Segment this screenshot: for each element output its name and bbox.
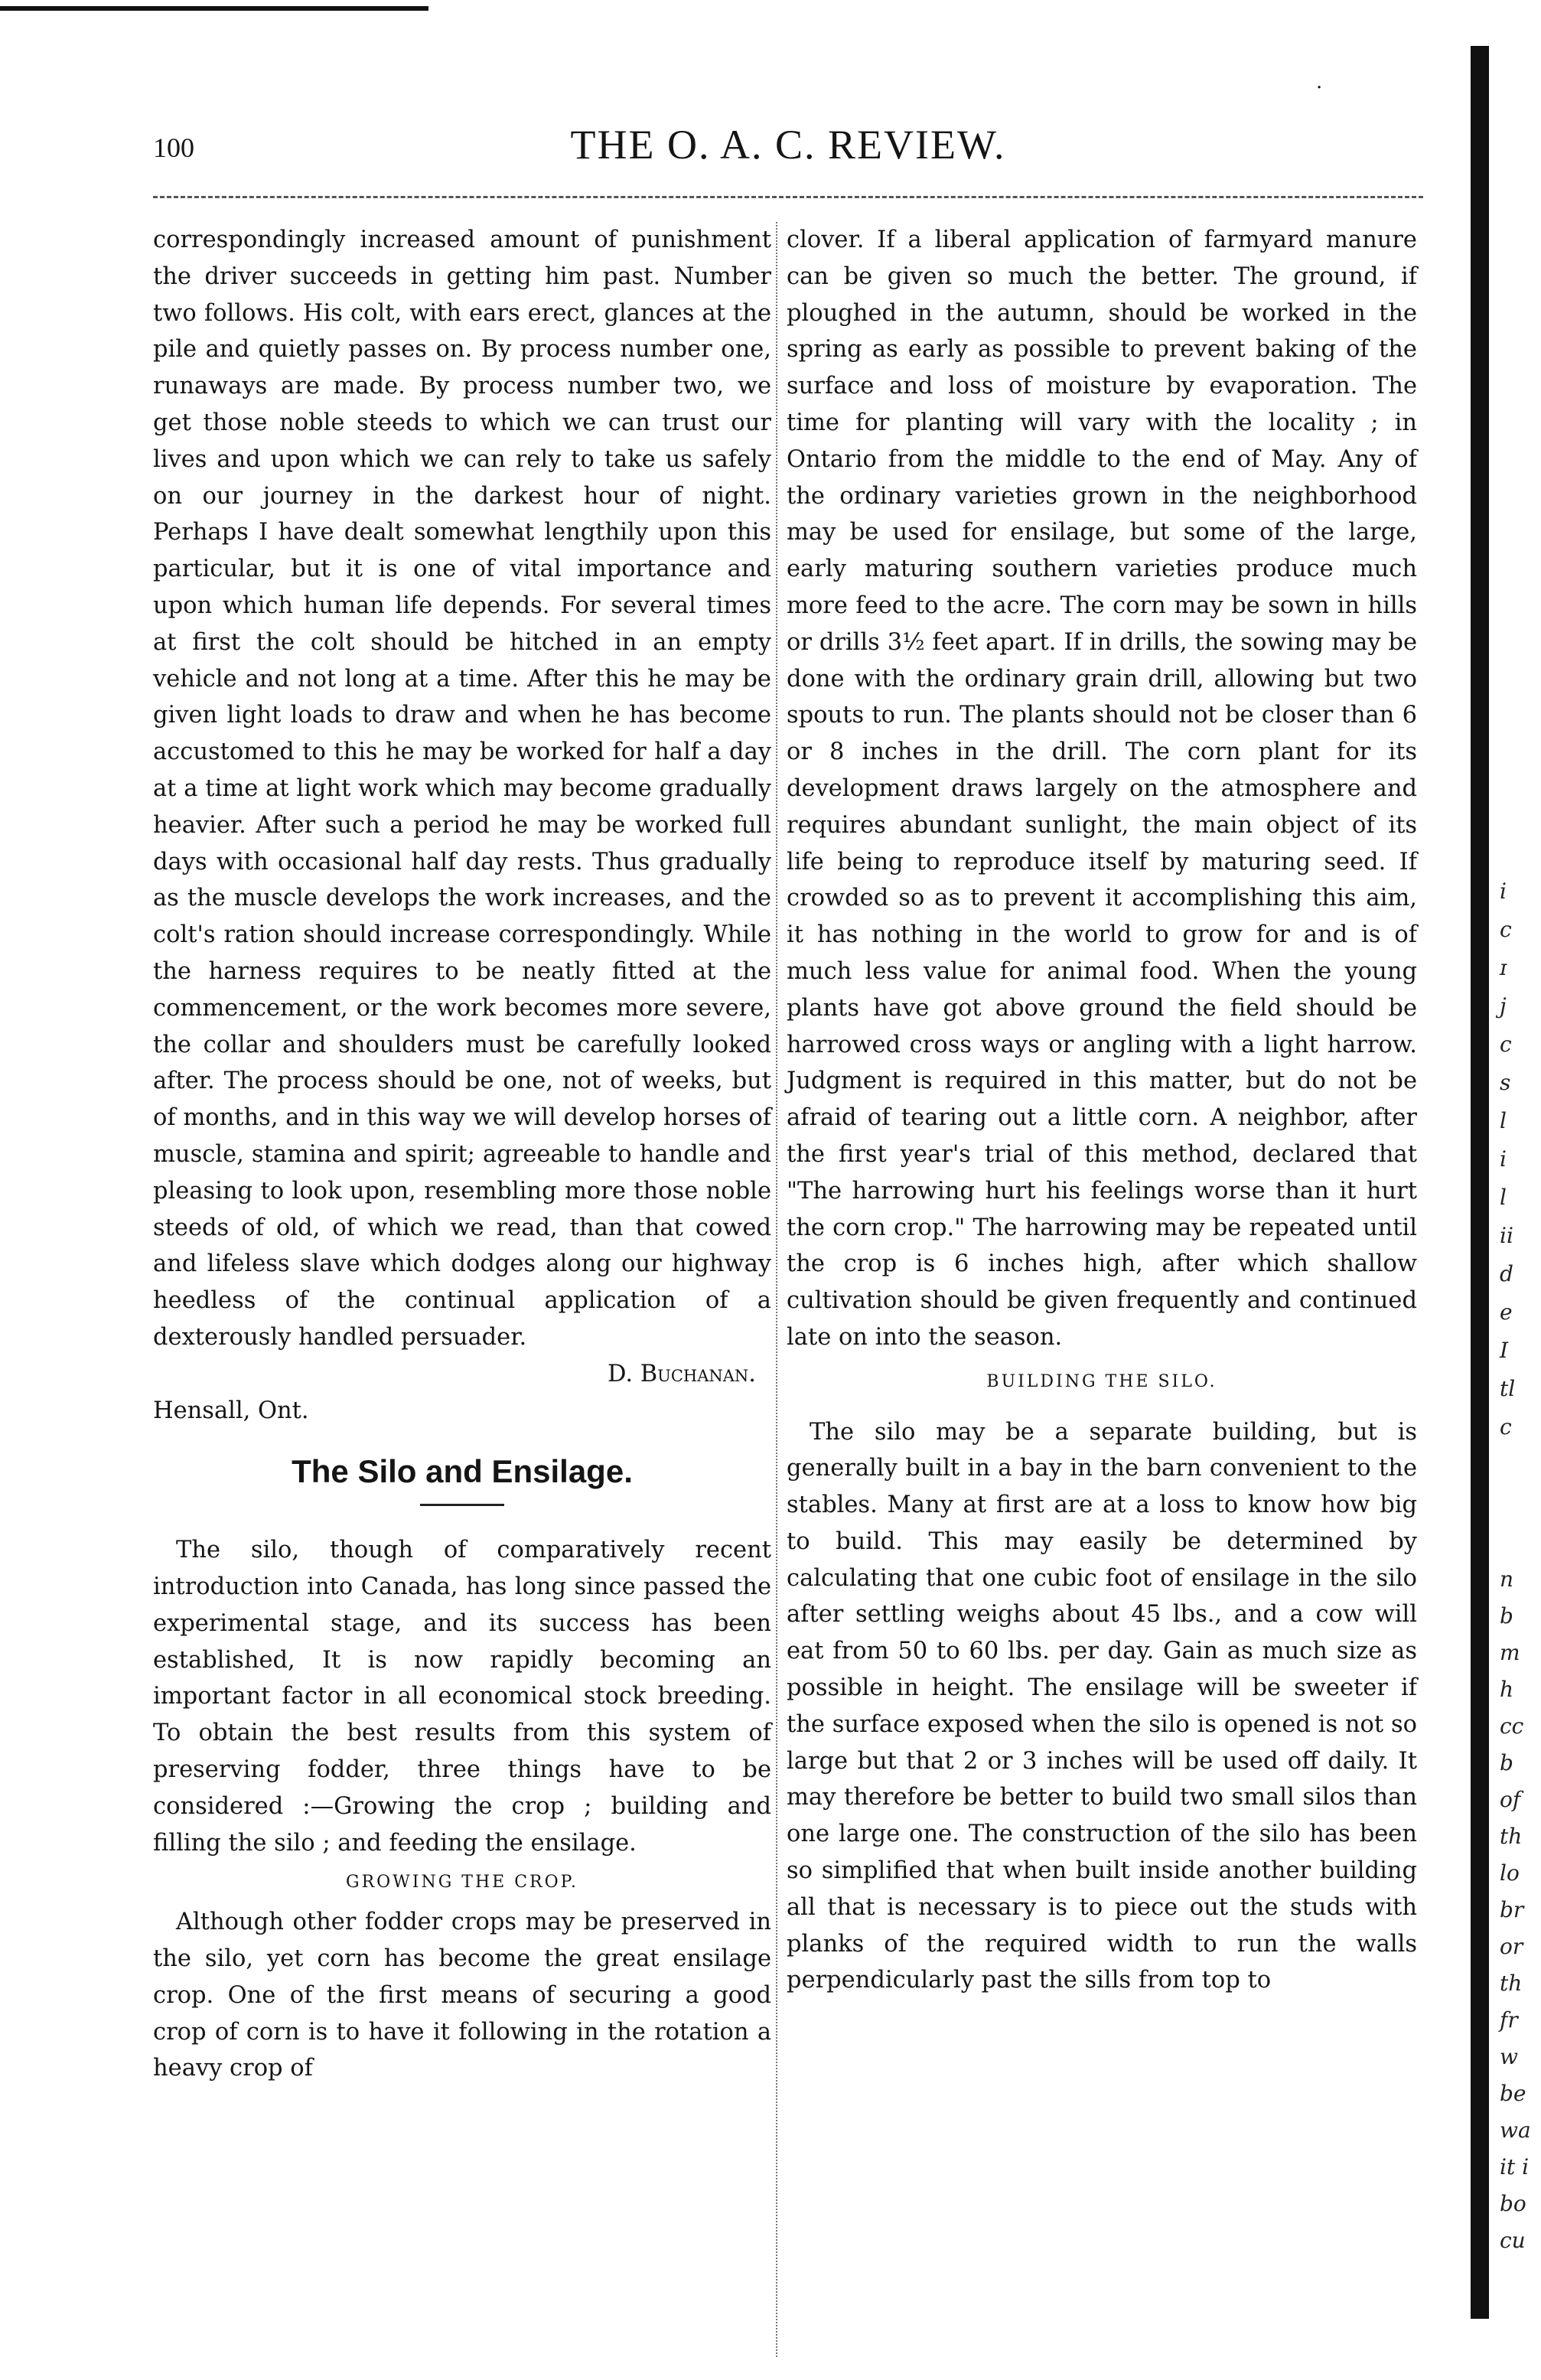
margin-fragment: it i bbox=[1500, 2154, 1530, 2179]
margin-fragment: w bbox=[1500, 2044, 1518, 2069]
column-divider bbox=[776, 222, 777, 2357]
margin-fragment: lo bbox=[1500, 1860, 1520, 1886]
margin-fragment: s bbox=[1500, 1070, 1511, 1095]
margin-fragment: or bbox=[1500, 1934, 1523, 1959]
margin-fragment: cu bbox=[1500, 2228, 1526, 2253]
margin-fragment: of bbox=[1500, 1787, 1521, 1812]
margin-fragment: l bbox=[1500, 1185, 1507, 1210]
title-rule bbox=[420, 1504, 504, 1506]
building-text: The silo may be a separate building, but is generally built in a bay in the barn convenient to the stables. Many at first are at a loss to know how big to build. This may easily be determined by calculating that one cubic foot of ensilage in the silo after settling weighs about 45 lbs., and a cow will eat from 50 to 60 lbs. per day. Gain as much size as possible in height. The ensilage will be sweeter if the surface exposed when the silo is opened is not so large but that 2 or 3 inches will be used off daily. It may therefore be better to build two small silos than one large one. The construction of the silo has been so simplified that when built inside another building all that is necessary is to piece out the studs with planks of the required width to run the walls perpendicularly past the sills from top to bbox=[787, 1418, 1417, 1994]
margin-fragment: br bbox=[1500, 1897, 1524, 1922]
header-rule bbox=[153, 196, 1423, 198]
page-number: 100 bbox=[153, 132, 194, 163]
author-place: Hensall, Ont. bbox=[153, 1397, 309, 1424]
margin-fragments-bottom bbox=[1500, 1561, 1541, 2259]
margin-fragment: n bbox=[1500, 1567, 1514, 1592]
subhead-growing-crop: GROWING THE CROP. bbox=[346, 1873, 578, 1893]
margin-fragment: m bbox=[1500, 1640, 1520, 1665]
margin-fragment: h bbox=[1500, 1677, 1514, 1702]
left-column bbox=[153, 222, 771, 2087]
page-header bbox=[153, 122, 1423, 178]
author-signature: D. Buchanan. bbox=[607, 1360, 756, 1387]
margin-fragment: b bbox=[1500, 1603, 1513, 1629]
margin-fragment: I bbox=[1500, 1338, 1509, 1363]
margin-fragment: c bbox=[1500, 1032, 1512, 1057]
margin-fragment: d bbox=[1500, 1261, 1513, 1286]
right-column bbox=[787, 222, 1417, 1999]
growing-text-continued: clover. If a liberal application of farmyard manure can be given so much the better. The ground, if ploughed in the autumn, should be worked in the spring as early as possible to prevent baking of the surface and loss of moisture by evaporation. The time for planting will vary with the locality ; in Ontario from the middle to the end of May. Any of the ordinary varieties grown in the neighborhood may be used for ensilage, but some of the large, early maturing southern varieties produce much more feed to the acre. The corn may be sown in hills or drills 3½ feet apart. If in drills, the sowing may be done with the ordinary grain drill, allowing but two spouts to run. The plants should not be closer than 6 or 8 inches in the drill. The corn plant for its development draws largely on the atmosphere and requires abundant sunlight, the main object of its life being to reproduce itself by maturing seed. If crowded so as to prevent it accomplishing this aim, it has nothing in the world to grow for and is of much less value for animal food. When the young plants have got above ground the field should be harrowed cross ways or angling with a light harrow. Judgment is required in this matter, but do not be afraid of tearing out a little corn. A neighbor, after the first year's trial of this method, declared that "The harrowing hurt his feelings worse than it hurt the corn crop." The harrowing may be repeated until the crop is 6 inches high, after which shallow cultivation should be given frequently and continued late on into the season. bbox=[787, 227, 1417, 1351]
margin-fragment: i bbox=[1500, 1146, 1507, 1172]
top-edge-bar bbox=[0, 6, 428, 11]
margin-fragment: j bbox=[1500, 993, 1507, 1019]
margin-fragment: cc bbox=[1500, 1713, 1524, 1739]
margin-fragment: fr bbox=[1500, 2007, 1518, 2033]
article-title: The Silo and Ensilage. bbox=[292, 1453, 633, 1490]
margin-fragment: e bbox=[1500, 1299, 1513, 1325]
margin-fragment: tl bbox=[1500, 1376, 1516, 1401]
margin-fragment: c bbox=[1500, 1414, 1512, 1439]
margin-fragment: wa bbox=[1500, 2118, 1531, 2143]
margin-fragment: ɪ bbox=[1500, 955, 1507, 980]
margin-fragment: ii bbox=[1500, 1223, 1513, 1248]
subhead-building-silo: BUILDING THE SILO. bbox=[986, 1371, 1217, 1391]
margin-fragments-top bbox=[1500, 872, 1541, 1446]
margin-fragment: b bbox=[1500, 1750, 1513, 1775]
margin-fragment: th bbox=[1500, 1971, 1523, 1996]
article-paragraph: correspondingly increased amount of punishment the driver succeeds in getting him past. Number two follows. His colt, with ears erect, glances at the pile and quietly passes on. By process number one, runaways are made. By process number two, we get those noble steeds to which we can trust our lives and upon which we can rely to take us safely on our journey in the darkest hour of night. Perhaps I have dealt somewhat lengthily upon this particular, but it is one of vital importance and upon which human life depends. For several times at first the colt should be hitched in an empty vehicle and not long at a time. After this he may be given light loads to draw and when he has become accustomed to this he may be worked for half a day at a time at light work which may become gradually heavier. After such a period he may be worked full days with occasional half day rests. Thus gradually as the muscle develops the work increases, and the colt's ration should increase correspondingly. While the harness requires to be neatly fitted at the commencement, or the work becomes more severe, the collar and shoulders must be carefully looked after. The process should be one, not of weeks, but of months, and in this way we will develop horses of muscle, stamina and spirit; agreeable to handle and pleasing to look upon, resembling more those noble steeds of old, of which we read, than that cowed and lifeless slave which dodges along our highway heedless of the continual application of a dexterously handled persuader. bbox=[153, 227, 771, 1351]
margin-fragment: l bbox=[1500, 1108, 1507, 1133]
growing-text-start: Although other fodder crops may be preserved in the silo, yet corn has become the great ensilage crop. One of the first means of securing a good crop of corn is to have it following in the rotation a heavy crop of bbox=[153, 1909, 771, 2082]
page-edge-rule bbox=[1471, 46, 1489, 2319]
margin-fragment: th bbox=[1500, 1824, 1523, 1849]
journal-title: THE O. A. C. REVIEW. bbox=[570, 122, 1006, 168]
print-speck: · bbox=[1316, 77, 1323, 99]
margin-fragment: i bbox=[1500, 879, 1507, 904]
margin-fragment: c bbox=[1500, 917, 1512, 942]
article-intro: The silo, though of comparatively recent introduction into Canada, has long since passed the experimental stage, and its success has been established, It is now rapidly becoming an important factor in all economical stock breeding. To obtain the best results from this system of preserving fodder, three things have to be considered :—Growing the crop ; building and filling the silo ; and feeding the ensilage. bbox=[153, 1537, 771, 1857]
margin-fragment: be bbox=[1500, 2081, 1526, 2106]
margin-fragment: bo bbox=[1500, 2191, 1526, 2216]
